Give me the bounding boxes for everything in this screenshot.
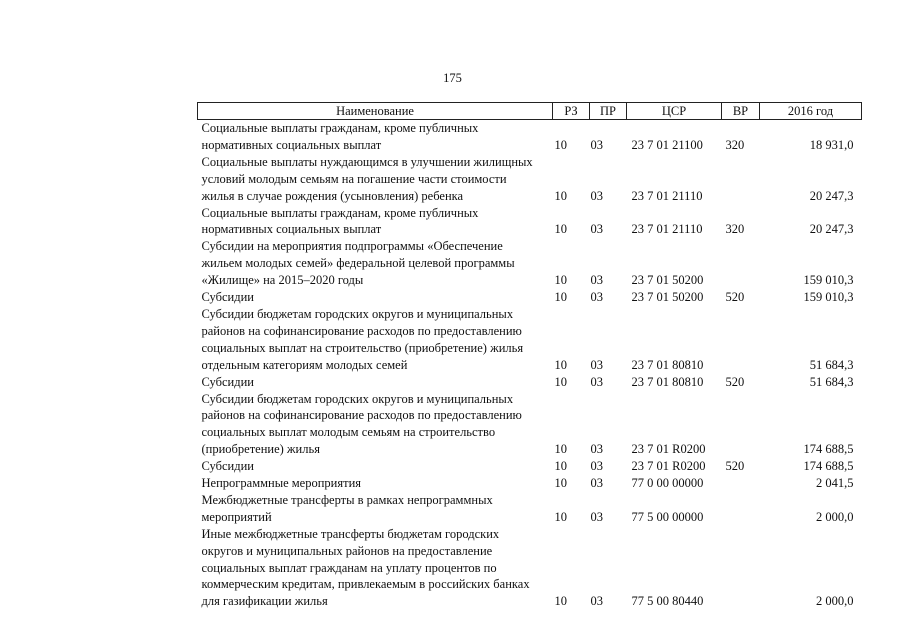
row-rz: 10 <box>554 188 567 203</box>
header-csr: ЦСР <box>627 103 722 120</box>
row-csr: 23 7 01 21110 <box>631 188 703 203</box>
row-pr: 03 <box>590 476 603 491</box>
row-vr <box>722 306 760 374</box>
table-row <box>198 154 862 205</box>
row-name: Субсидии <box>201 374 254 389</box>
row-amount: 51 684,3 <box>809 357 854 372</box>
row-csr: 23 7 01 R0200 <box>631 442 706 457</box>
row-rz: 10 <box>554 476 567 491</box>
row-pr: 03 <box>590 442 603 457</box>
header-name: Наименование <box>198 103 553 120</box>
row-name: Социальные выплаты нуждающимся в улучшении жилищных условий молодым семьям на погашение части стоимости жилья в случае рождения (усыновления) ребенка <box>201 154 533 203</box>
table-row <box>198 238 862 289</box>
row-name: Субсидии бюджетам городских округов и муниципальных районов на софинансирование расходов по предоставлению социальных выплат молодым семьям на строительство (приобретение) жилья <box>201 391 522 457</box>
row-rz: 10 <box>554 290 567 305</box>
page-number: 175 <box>443 71 462 85</box>
row-name: Социальные выплаты гражданам, кроме публичных нормативных социальных выплат <box>201 205 479 237</box>
row-vr <box>722 492 760 526</box>
table-row <box>198 120 862 154</box>
row-amount: 174 688,5 <box>803 459 854 474</box>
row-rz: 10 <box>554 459 567 474</box>
table-row <box>198 526 862 611</box>
row-rz: 10 <box>554 137 567 152</box>
row-csr: 23 7 01 21100 <box>631 137 703 152</box>
row-amount: 18 931,0 <box>809 137 854 152</box>
row-amount: 2 000,0 <box>816 509 854 524</box>
table-row <box>198 374 862 391</box>
row-vr: 320 <box>725 222 745 237</box>
table-row <box>198 458 862 475</box>
row-name: Межбюджетные трансферты в рамках непрограммных мероприятий <box>201 492 493 524</box>
row-pr: 03 <box>590 273 603 288</box>
table-row <box>198 306 862 374</box>
row-csr: 23 7 01 80810 <box>631 374 704 389</box>
header-vr: ВР <box>722 103 760 120</box>
header-rz: РЗ <box>553 103 590 120</box>
row-csr: 77 0 00 00000 <box>631 476 704 491</box>
table-row <box>198 391 862 459</box>
row-name: Субсидии на мероприятия подпрограммы «Обеспечение жильем молодых семей» федеральной целевой программы «Жилище» на 2015–2020 годы <box>201 239 515 288</box>
budget-table <box>197 102 862 610</box>
row-name: Иные межбюджетные трансферты бюджетам городских округов и муниципальных районов на предоставление социальных выплат гражданам на уплату процентов по коммерческим кредитам, привлекаемым в российских банках для газификации жилья <box>201 526 530 609</box>
table-row <box>198 289 862 306</box>
row-csr: 77 5 00 00000 <box>631 509 704 524</box>
row-rz: 10 <box>554 374 567 389</box>
row-amount: 159 010,3 <box>803 290 854 305</box>
header-pr: ПР <box>590 103 627 120</box>
row-name: Субсидии <box>201 459 254 474</box>
table-row <box>198 475 862 492</box>
row-rz: 10 <box>554 357 567 372</box>
table-row <box>198 492 862 526</box>
row-name: Субсидии бюджетам городских округов и муниципальных районов на софинансирование расходов по предоставлению социальных выплат на строительство (приобретение) жилья отдельным категориям молодых семей <box>201 306 524 372</box>
row-amount: 51 684,3 <box>809 374 854 389</box>
row-amount: 2 041,5 <box>816 476 854 491</box>
row-vr: 320 <box>725 137 745 152</box>
row-pr: 03 <box>590 222 603 237</box>
row-amount: 174 688,5 <box>803 442 854 457</box>
row-pr: 03 <box>590 137 603 152</box>
row-pr: 03 <box>590 188 603 203</box>
row-csr: 23 7 01 80810 <box>631 357 704 372</box>
row-rz: 10 <box>554 222 567 237</box>
row-vr <box>722 391 760 459</box>
row-vr <box>722 154 760 205</box>
table-header-row <box>198 103 862 120</box>
row-pr: 03 <box>590 594 603 609</box>
row-rz: 10 <box>554 273 567 288</box>
row-vr <box>722 526 760 611</box>
row-vr <box>722 475 760 492</box>
row-rz: 10 <box>554 442 567 457</box>
table-row <box>198 205 862 239</box>
row-name: Социальные выплаты гражданам, кроме публичных нормативных социальных выплат <box>201 121 479 152</box>
row-amount: 2 000,0 <box>816 594 854 609</box>
row-csr: 23 7 01 50200 <box>631 290 704 305</box>
row-pr: 03 <box>590 290 603 305</box>
row-csr: 77 5 00 80440 <box>631 594 704 609</box>
row-vr <box>722 238 760 289</box>
row-vr: 520 <box>725 459 745 474</box>
row-csr: 23 7 01 50200 <box>631 273 704 288</box>
row-pr: 03 <box>590 374 603 389</box>
row-rz: 10 <box>554 594 567 609</box>
row-amount: 20 247,3 <box>809 188 854 203</box>
row-amount: 159 010,3 <box>803 273 854 288</box>
header-amount: 2016 год <box>760 103 862 120</box>
row-vr: 520 <box>725 374 745 389</box>
row-csr: 23 7 01 R0200 <box>631 459 706 474</box>
row-rz: 10 <box>554 509 567 524</box>
row-name: Субсидии <box>201 290 254 305</box>
row-vr: 520 <box>725 290 745 305</box>
row-pr: 03 <box>590 357 603 372</box>
row-pr: 03 <box>590 459 603 474</box>
row-csr: 23 7 01 21110 <box>631 222 703 237</box>
row-name: Непрограммные мероприятия <box>201 476 362 491</box>
row-amount: 20 247,3 <box>809 222 854 237</box>
row-pr: 03 <box>590 509 603 524</box>
